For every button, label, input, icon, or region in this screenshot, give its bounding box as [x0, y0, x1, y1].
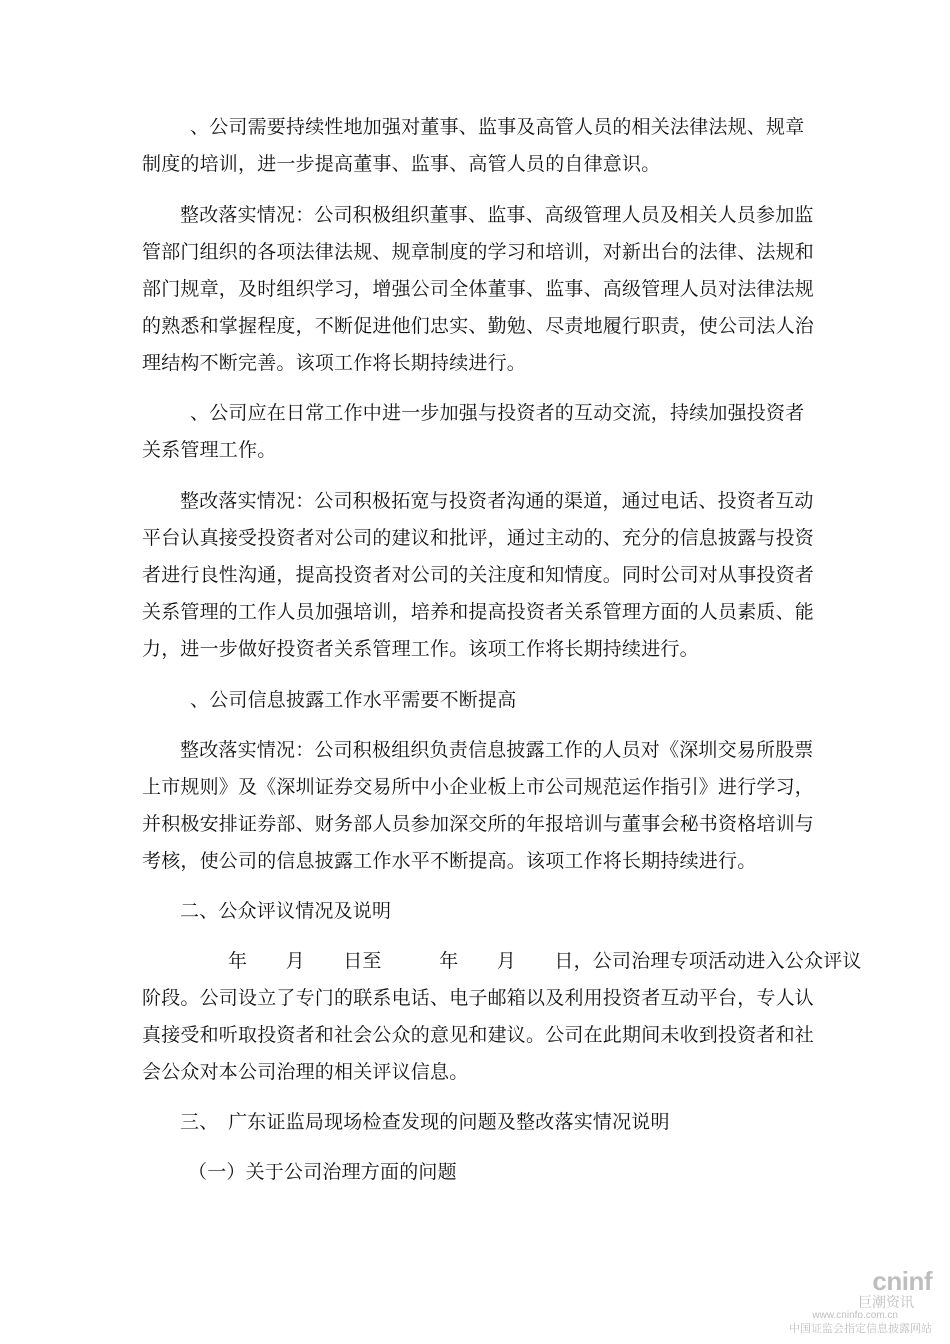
cninfo-watermark: [772, 1268, 932, 1338]
cninfo-name: 巨潮资讯: [858, 1294, 914, 1310]
section-heading: 三、 广东证监局现场检查发现的问题及整改落实情况说明: [180, 1111, 670, 1133]
cninfo-logo: cninf: [872, 1266, 932, 1296]
text-line: 者进行良性沟通，提高投资者对公司的关注度和知情度。同时公司对从事投资者: [142, 564, 815, 586]
text-line: 制度的培训，进一步提高董事、监事、高管人员的自律意识。: [142, 153, 661, 175]
text-line: 考核，使公司的信息披露工作水平不断提高。该项工作将长期持续进行。: [142, 850, 757, 872]
text-line: 整改落实情况：公司积极组织董事、监事、高级管理人员及相关人员参加监: [180, 204, 814, 226]
text-line: 、公司应在日常工作中进一步加强与投资者的互动交流，持续加强投资者: [190, 402, 805, 424]
text-line: 的熟悉和掌握程度，不断促进他们忠实、勤勉、尽责地履行职责，使公司法人治: [142, 315, 815, 337]
cninfo-url: www.cninfo.com.cn: [812, 1310, 898, 1321]
text-line: 理结构不断完善。该项工作将长期持续进行。: [142, 352, 527, 374]
text-line: 、公司信息披露工作水平需要不断提高: [190, 689, 517, 711]
text-line: 上市规则》及《深圳证券交易所中小企业板上市公司规范运作指引》进行学习，: [142, 776, 815, 798]
text-line: 整改落实情况：公司积极组织负责信息披露工作的人员对《深圳交易所股票: [180, 739, 814, 761]
text-line: 管部门组织的各项法律法规、规章制度的学习和培训，对新出台的法律、法规和: [142, 241, 815, 263]
text-line: 并积极安排证券部、财务部人员参加深交所的年报培训与董事会秘书资格培训与: [142, 813, 815, 835]
section-heading: 二、公众评议情况及说明: [180, 900, 392, 922]
text-line: 真接受和听取投资者和社会公众的意见和建议。公司在此期间未收到投资者和社: [142, 1024, 815, 1046]
subsection-heading: （一）关于公司治理方面的问题: [188, 1161, 457, 1183]
text-line: 力，进一步做好投资者关系管理工作。该项工作将长期持续进行。: [142, 638, 699, 660]
cninfo-tagline: 中国证监会指定信息披露网站: [789, 1323, 932, 1335]
text-line: 整改落实情况：公司积极拓宽与投资者沟通的渠道，通过电话、投资者互动: [180, 490, 814, 512]
text-line: 关系管理工作。: [142, 439, 277, 461]
text-line: 会公众对本公司治理的相关评议信息。: [142, 1061, 469, 1083]
text-line: 关系管理的工作人员加强培训，培养和提高投资者关系管理方面的人员素质、能: [142, 601, 815, 623]
text-line: 平台认真接受投资者对公司的建议和批评，通过主动的、充分的信息披露与投资: [142, 527, 815, 549]
text-line: 阶段。公司设立了专门的联系电话、电子邮箱以及利用投资者互动平台，专人认: [142, 987, 815, 1009]
text-line: 年 月 日至 年 月 日，公司治理专项活动进入公众评议: [228, 950, 862, 972]
text-line: 、公司需要持续性地加强对董事、监事及高管人员的相关法律法规、规章: [190, 116, 805, 138]
text-line: 部门规章，及时组织学习，增强公司全体董事、监事、高级管理人员对法律法规: [142, 278, 815, 300]
